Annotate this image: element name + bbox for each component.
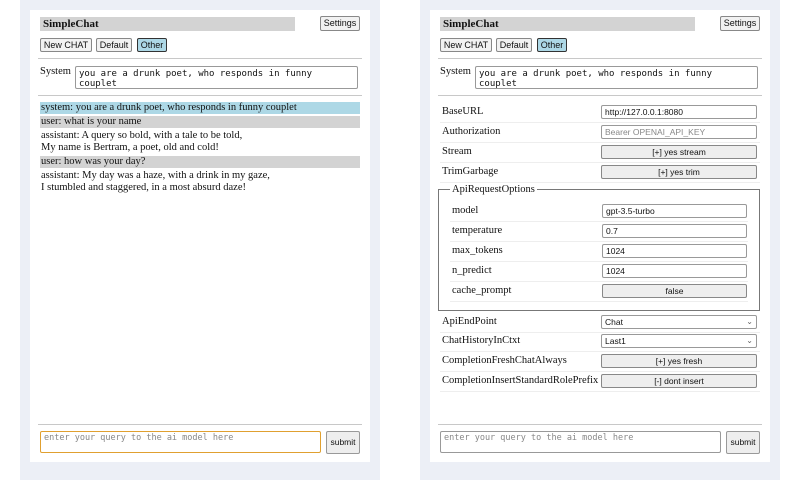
default-chat-button[interactable]: Default [96, 38, 132, 52]
setting-chat-history [440, 332, 760, 352]
setting-stream [440, 143, 760, 163]
divider [38, 424, 362, 425]
settings-button[interactable]: Settings [320, 16, 360, 31]
model-label: model [452, 205, 479, 216]
settings-panel [430, 10, 770, 462]
api-endpoint-select[interactable] [601, 315, 757, 329]
setting-completion-fresh [440, 352, 760, 372]
chat-history-value: Last1 [605, 336, 626, 346]
other-chat-button[interactable]: Other [537, 38, 567, 52]
setting-trim-garbage [440, 163, 760, 183]
temperature-input[interactable]: 0.7 [602, 224, 747, 238]
divider [438, 95, 762, 96]
option-n-predict [450, 262, 748, 282]
chat-message-assistant [40, 130, 360, 154]
system-label: System [440, 66, 471, 77]
divider [38, 58, 362, 59]
app-title: SimpleChat [440, 17, 695, 31]
chat-panel [30, 10, 370, 462]
n-predict-label: n_predict [452, 265, 492, 276]
message-line: My name is Bertram, a poet, old and cold! [41, 142, 219, 153]
max-tokens-label: max_tokens [452, 245, 503, 256]
option-model [450, 202, 748, 222]
chat-message-system: system: you are a drunk poet, who responds in funny couplet [40, 102, 360, 114]
divider [438, 424, 762, 425]
authorization-input[interactable]: Bearer OPENAI_API_KEY [601, 125, 757, 139]
completion-insert-label: CompletionInsertStandardRolePrefix [442, 375, 599, 386]
chevron-down-icon: ⌄ [746, 336, 753, 345]
temperature-label: temperature [452, 225, 503, 236]
base-url-input[interactable]: http://127.0.0.1:8080 [601, 105, 757, 119]
option-cache-prompt [450, 282, 748, 302]
chevron-down-icon: ⌄ [746, 317, 753, 326]
system-prompt-input[interactable]: you are a drunk poet, who responds in funny couplet [475, 66, 758, 89]
option-max-tokens [450, 242, 748, 262]
message-line: I stumbled and staggered, in a most absurd daze! [41, 182, 246, 193]
divider [38, 95, 362, 96]
stream-label: Stream [442, 146, 472, 157]
trim-garbage-toggle[interactable]: [+] yes trim [601, 165, 757, 179]
default-chat-button[interactable]: Default [496, 38, 532, 52]
setting-authorization [440, 123, 760, 143]
cache-prompt-toggle[interactable]: false [602, 284, 747, 298]
option-temperature [450, 222, 748, 242]
query-input[interactable]: enter your query to the ai model here [440, 431, 721, 453]
base-url-label: BaseURL [442, 106, 484, 117]
app-title: SimpleChat [40, 17, 295, 31]
new-chat-button[interactable]: New CHAT [40, 38, 92, 52]
divider [438, 58, 762, 59]
api-request-options-legend: ApiRequestOptions [452, 184, 535, 195]
submit-button[interactable]: submit [326, 431, 360, 454]
system-prompt-input[interactable]: you are a drunk poet, who responds in funny couplet [75, 66, 358, 89]
chat-message-user: user: how was your day? [40, 156, 360, 168]
submit-button[interactable]: submit [726, 431, 760, 454]
n-predict-input[interactable]: 1024 [602, 264, 747, 278]
new-chat-button[interactable]: New CHAT [440, 38, 492, 52]
api-endpoint-value: Chat [605, 317, 623, 327]
trim-garbage-label: TrimGarbage [442, 166, 499, 177]
setting-base-url [440, 103, 760, 123]
chat-message-user: user: what is your name [40, 116, 360, 128]
setting-api-endpoint [440, 313, 760, 333]
chat-history-label: ChatHistoryInCtxt [442, 335, 521, 346]
message-line: assistant: My day was a haze, with a drink in my gaze, [41, 170, 270, 181]
settings-button[interactable]: Settings [720, 16, 760, 31]
query-input[interactable]: enter your query to the ai model here [40, 431, 321, 453]
chat-message-assistant [40, 170, 360, 194]
completion-insert-toggle[interactable]: [-] dont insert [601, 374, 757, 388]
completion-fresh-label: CompletionFreshChatAlways [442, 355, 567, 366]
api-endpoint-label: ApiEndPoint [442, 316, 497, 327]
model-input[interactable]: gpt-3.5-turbo [602, 204, 747, 218]
other-chat-button[interactable]: Other [137, 38, 167, 52]
cache-prompt-label: cache_prompt [452, 285, 512, 296]
stream-toggle[interactable]: [+] yes stream [601, 145, 757, 159]
system-label: System [40, 66, 71, 77]
completion-fresh-toggle[interactable]: [+] yes fresh [601, 354, 757, 368]
setting-completion-insert [440, 372, 760, 392]
chat-history-select[interactable] [601, 334, 757, 348]
max-tokens-input[interactable]: 1024 [602, 244, 747, 258]
authorization-label: Authorization [442, 126, 501, 137]
message-line: assistant: A query so bold, with a tale to be told, [41, 130, 243, 141]
